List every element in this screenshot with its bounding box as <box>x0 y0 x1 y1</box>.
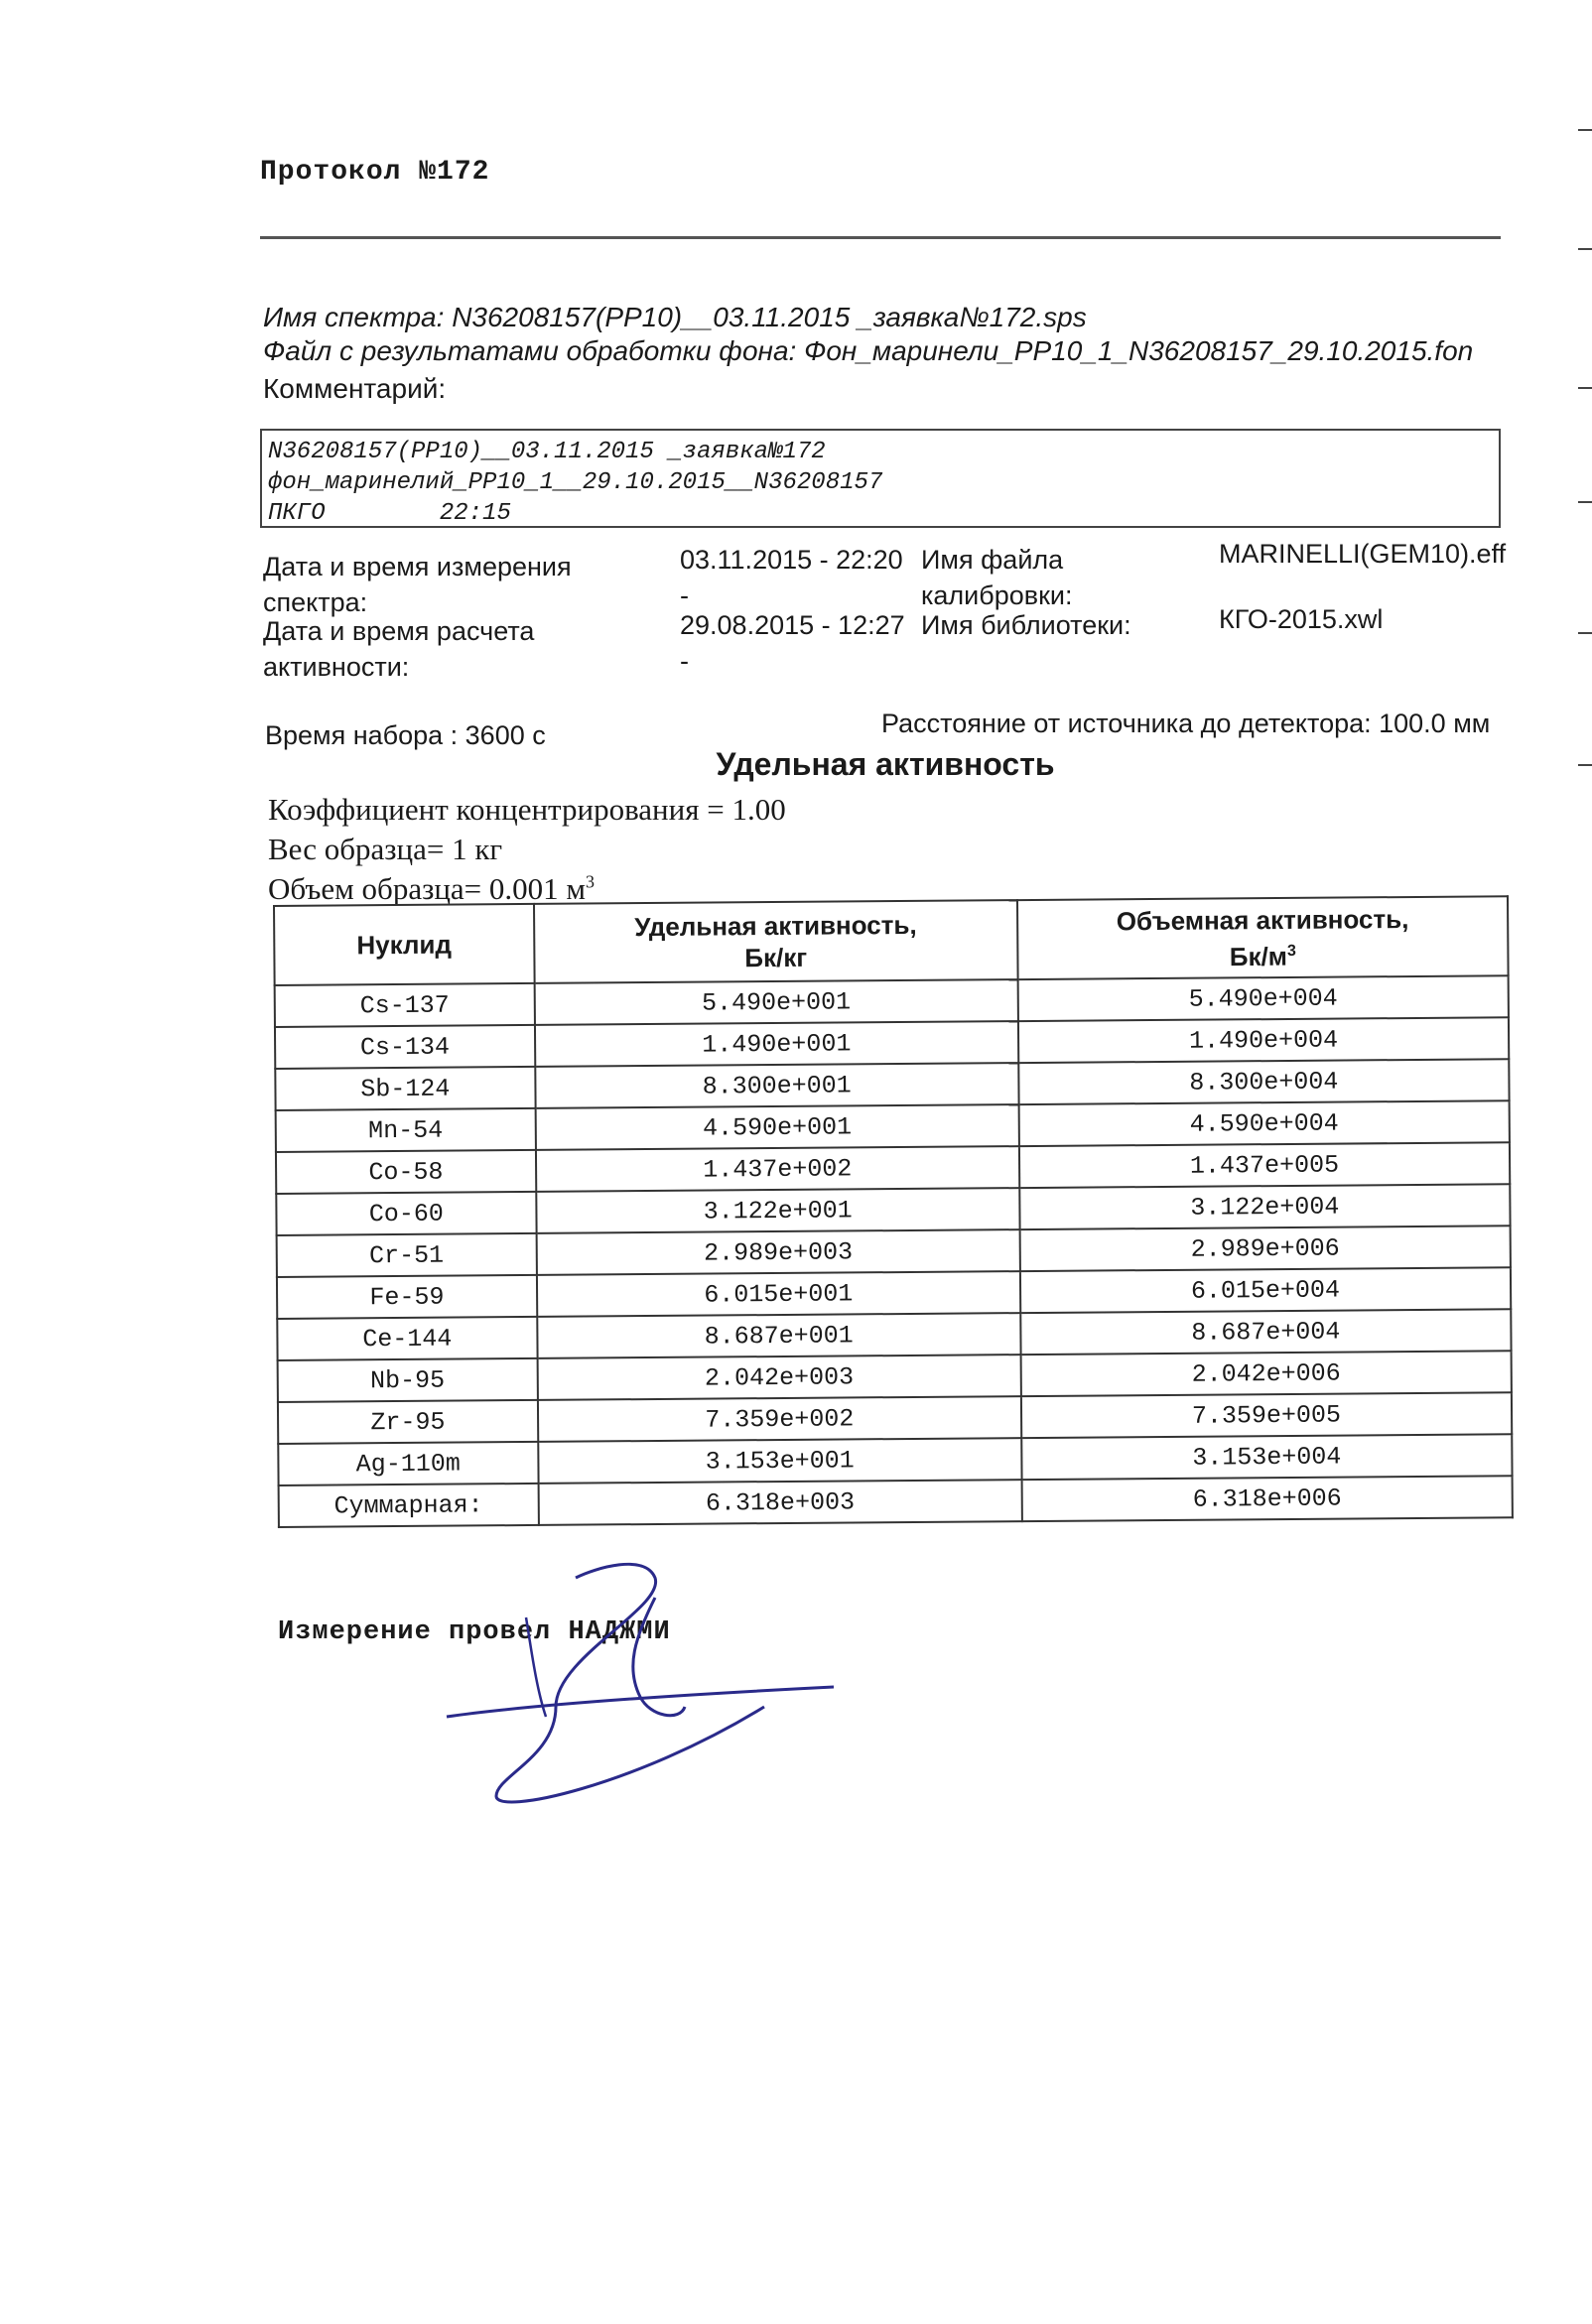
activity-datetime-value <box>680 607 905 679</box>
protocol-title: Протокол №172 <box>260 157 490 188</box>
value-line: - <box>680 646 689 676</box>
calibration-file-value: MARINELLI(GEM10).eff <box>1219 539 1507 569</box>
header-line <box>1018 934 1507 974</box>
cell-volumetric-activity: 6.015e+004 <box>1020 1267 1511 1313</box>
cell-nuclide: Суммарная: <box>279 1484 539 1527</box>
label-line: Имя файла <box>921 545 1064 575</box>
header-unit: Бк/м <box>1229 941 1288 971</box>
cell-volumetric-activity: 5.490e+004 <box>1017 975 1508 1021</box>
cell-specific-activity: 2.989e+003 <box>536 1229 1019 1275</box>
background-file-line: Файл с результатами обработки фона: Фон_маринели_PP10_1_N36208157_29.10.2015.fon <box>263 335 1474 366</box>
cell-nuclide: Cs-134 <box>275 1025 535 1069</box>
comment-line: N36208157(PP10)__03.11.2015 _заявка№172 <box>268 439 826 465</box>
header-line: Удельная активность, <box>634 909 917 943</box>
library-value: КГО-2015.xwl <box>1219 604 1384 634</box>
library-label: Имя библиотеки: <box>921 610 1131 640</box>
cell-specific-activity: 3.122e+001 <box>536 1188 1019 1233</box>
value-line: - <box>680 581 689 610</box>
cell-volumetric-activity: 2.042e+006 <box>1020 1351 1511 1396</box>
label-line: калибровки: <box>921 581 1073 610</box>
cell-specific-activity: 7.359e+002 <box>538 1396 1021 1442</box>
cell-volumetric-activity: 1.490e+004 <box>1018 1017 1509 1063</box>
cell-volumetric-activity: 4.590e+004 <box>1018 1100 1509 1146</box>
cell-nuclide: Cs-137 <box>275 983 535 1027</box>
sample-weight: Вес образца= 1 кг <box>268 832 503 866</box>
label-line: Дата и время измерения <box>263 552 572 581</box>
comment-line: ПКГО 22:15 <box>268 500 511 527</box>
activity-datetime-label <box>263 613 534 685</box>
table-row <box>279 1476 1513 1527</box>
cell-nuclide: Co-58 <box>276 1150 536 1194</box>
label-line: спектра: <box>263 587 368 617</box>
cell-specific-activity: 2.042e+003 <box>537 1355 1020 1400</box>
header-specific-activity <box>534 900 1018 983</box>
edge-mark <box>1578 129 1592 131</box>
spectrum-name-line: Имя спектра: N36208157(PP10)__03.11.2015 _заявка№172.sps <box>263 302 1087 332</box>
table-body <box>275 975 1513 1527</box>
concentration-coefficient: Коэффициент концентрирования = 1.00 <box>268 792 786 827</box>
edge-mark <box>1578 248 1592 250</box>
cell-specific-activity: 1.490e+001 <box>535 1021 1018 1067</box>
header-volumetric-activity <box>1017 896 1509 979</box>
cell-specific-activity: 6.318e+003 <box>538 1480 1021 1525</box>
cell-volumetric-activity: 2.989e+006 <box>1019 1226 1510 1271</box>
edge-mark <box>1578 632 1592 634</box>
cell-specific-activity: 1.437e+002 <box>536 1146 1019 1192</box>
header-unit-exponent: 3 <box>1286 942 1296 960</box>
cell-nuclide: Cr-51 <box>277 1233 537 1277</box>
sample-volume-text: Объем образца= 0.001 м <box>268 871 587 906</box>
sample-volume-unit-exponent: 3 <box>586 871 596 892</box>
section-title: Удельная активность <box>716 746 1055 782</box>
cell-nuclide: Mn-54 <box>276 1108 536 1152</box>
header-line: Бк/кг <box>744 942 808 973</box>
cell-volumetric-activity: 3.122e+004 <box>1019 1184 1510 1229</box>
calibration-file-label <box>921 542 1073 613</box>
label-line: активности: <box>263 652 410 682</box>
comment-label: Комментарий: <box>263 373 447 404</box>
value-line: 29.08.2015 - 12:27 <box>680 610 905 640</box>
cell-nuclide: Ag-110m <box>278 1442 538 1485</box>
cell-volumetric-activity: 8.687e+004 <box>1020 1309 1511 1355</box>
measured-by: Измерение провел НАДЖМИ <box>278 1617 671 1647</box>
comment-line: фон_маринелий_PP10_1__29.10.2015__N36208157 <box>268 469 883 496</box>
cell-nuclide: Zr-95 <box>278 1400 538 1444</box>
cell-volumetric-activity: 8.300e+004 <box>1018 1059 1509 1104</box>
header-line: Объемная активность, <box>1116 903 1409 936</box>
cell-specific-activity: 8.687e+001 <box>537 1313 1020 1358</box>
cell-nuclide: Ce-144 <box>277 1317 537 1360</box>
cell-specific-activity: 3.153e+001 <box>538 1438 1021 1484</box>
measurement-datetime-value <box>680 542 903 613</box>
cell-specific-activity: 4.590e+001 <box>535 1104 1018 1150</box>
cell-specific-activity: 5.490e+001 <box>534 979 1017 1025</box>
acquisition-time: Время набора : 3600 с <box>265 720 546 750</box>
cell-volumetric-activity: 3.153e+004 <box>1021 1434 1512 1480</box>
cell-specific-activity: 8.300e+001 <box>535 1063 1018 1108</box>
cell-specific-activity: 6.015e+001 <box>537 1271 1020 1317</box>
signature-icon <box>437 1558 854 1816</box>
header-rule <box>260 236 1501 239</box>
edge-mark <box>1578 764 1592 766</box>
source-detector-distance: Расстояние от источника до детектора: 100.0 мм <box>881 709 1491 738</box>
edge-mark <box>1578 501 1592 503</box>
edge-mark <box>1578 387 1592 389</box>
cell-nuclide: Co-60 <box>276 1192 536 1235</box>
activity-table <box>273 895 1514 1528</box>
header-nuclide: Нуклид <box>274 904 534 985</box>
cell-volumetric-activity: 6.318e+006 <box>1021 1476 1512 1521</box>
cell-volumetric-activity: 1.437e+005 <box>1019 1142 1510 1188</box>
label-line: Дата и время расчета <box>263 616 535 646</box>
cell-nuclide: Fe-59 <box>277 1275 537 1319</box>
cell-volumetric-activity: 7.359e+005 <box>1021 1392 1512 1438</box>
measurement-datetime-label <box>263 549 572 620</box>
value-line: 03.11.2015 - 22:20 <box>680 545 903 575</box>
comment-box <box>260 429 1501 528</box>
sample-volume <box>268 871 595 907</box>
cell-nuclide: Nb-95 <box>278 1358 538 1402</box>
table-header-row <box>274 896 1509 985</box>
cell-nuclide: Sb-124 <box>275 1067 535 1110</box>
